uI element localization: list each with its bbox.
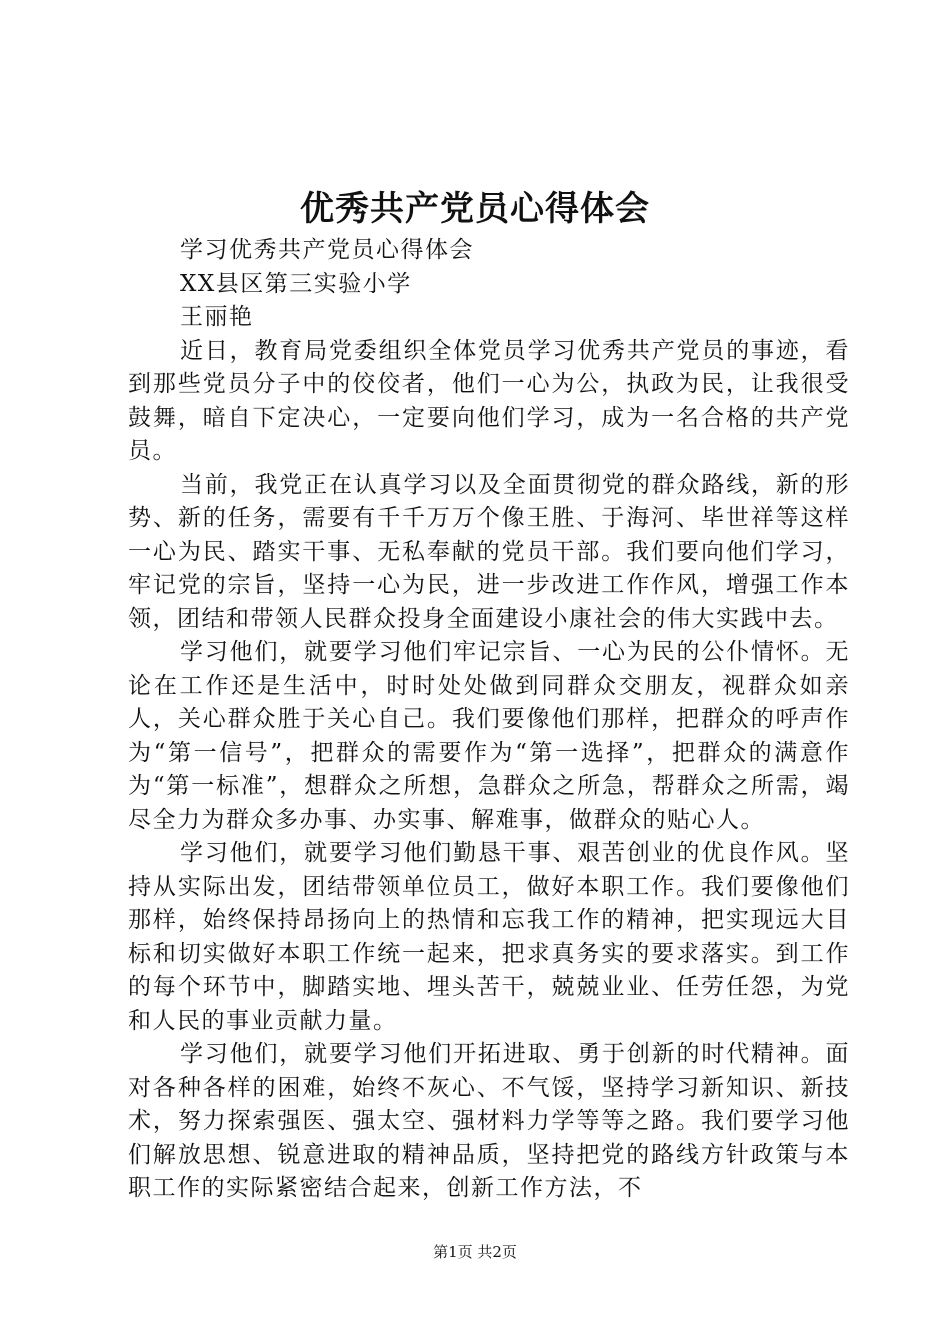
document-author: 王丽艳: [180, 304, 254, 330]
paragraph-5: 学习他们，就要学习他们开拓进取、勇于创新的时代精神。面对各种各样的困难，始终不灰心、不气馁，坚持学习新知识、新技术，努力探索强医、强太空、强材料力学等等之路。我们要学习他们解放思想、锐意进取的精神品质，坚持把党的路线方针政策与本职工作的实际紧密结合起来，创新工作方法，不: [128, 1041, 850, 1201]
page-footer: 第1页 共2页: [433, 1243, 517, 1261]
document-body: [128, 234, 850, 1206]
document-title: 优秀共产党员心得体会: [300, 189, 650, 229]
document-organization: XX县区第三实验小学: [180, 270, 412, 297]
document-subtitle: 学习优秀共产党员心得体会: [180, 237, 474, 263]
paragraph-2: 当前，我党正在认真学习以及全面贯彻党的群众路线，新的形势、新的任务，需要有千千万万个像王胜、于海河、毕世祥等这样一心为民、踏实干事、无私奉献的党员干部。我们要向他们学习，牢记党的宗旨，坚持一心为民，进一步改进工作作风，增强工作本领，团结和带领人民群众投身全面建设小康社会的伟大实践中去。: [128, 471, 850, 632]
paragraph-3: 学习他们，就要学习他们牢记宗旨、一心为民的公仆情怀。无论在工作还是生活中，时时处处做到同群众交朋友，视群众如亲人，关心群众胜于关心自己。我们要像他们那样，把群众的呼声作为“第一信号”，把群众的需要作为“第一选择”，把群众的满意作为“第一标准”，想群众之所想，急群众之所急，帮群众之所需，竭尽全力为群众多办事、办实事、解难事，做群众的贴心人。: [128, 639, 850, 833]
paragraph-1: 近日，教育局党委组织全体党员学习优秀共产党员的事迹，看到那些党员分子中的佼佼者，他们一心为公，执政为民，让我很受鼓舞，暗自下定决心，一定要向他们学习，成为一名合格的共产党员。: [128, 337, 850, 464]
paragraph-4: 学习他们，就要学习他们勤恳干事、艰苦创业的优良作风。坚持从实际出发，团结带领单位员工，做好本职工作。我们要像他们那样，始终保持昂扬向上的热情和忘我工作的精神，把实现远大目标和切实做好本职工作统一起来，把求真务实的要求落实。到工作的每个环节中，脚踏实地、埋头苦干，兢兢业业、任劳任怨，为党和人民的事业贡献力量。: [128, 840, 850, 1034]
